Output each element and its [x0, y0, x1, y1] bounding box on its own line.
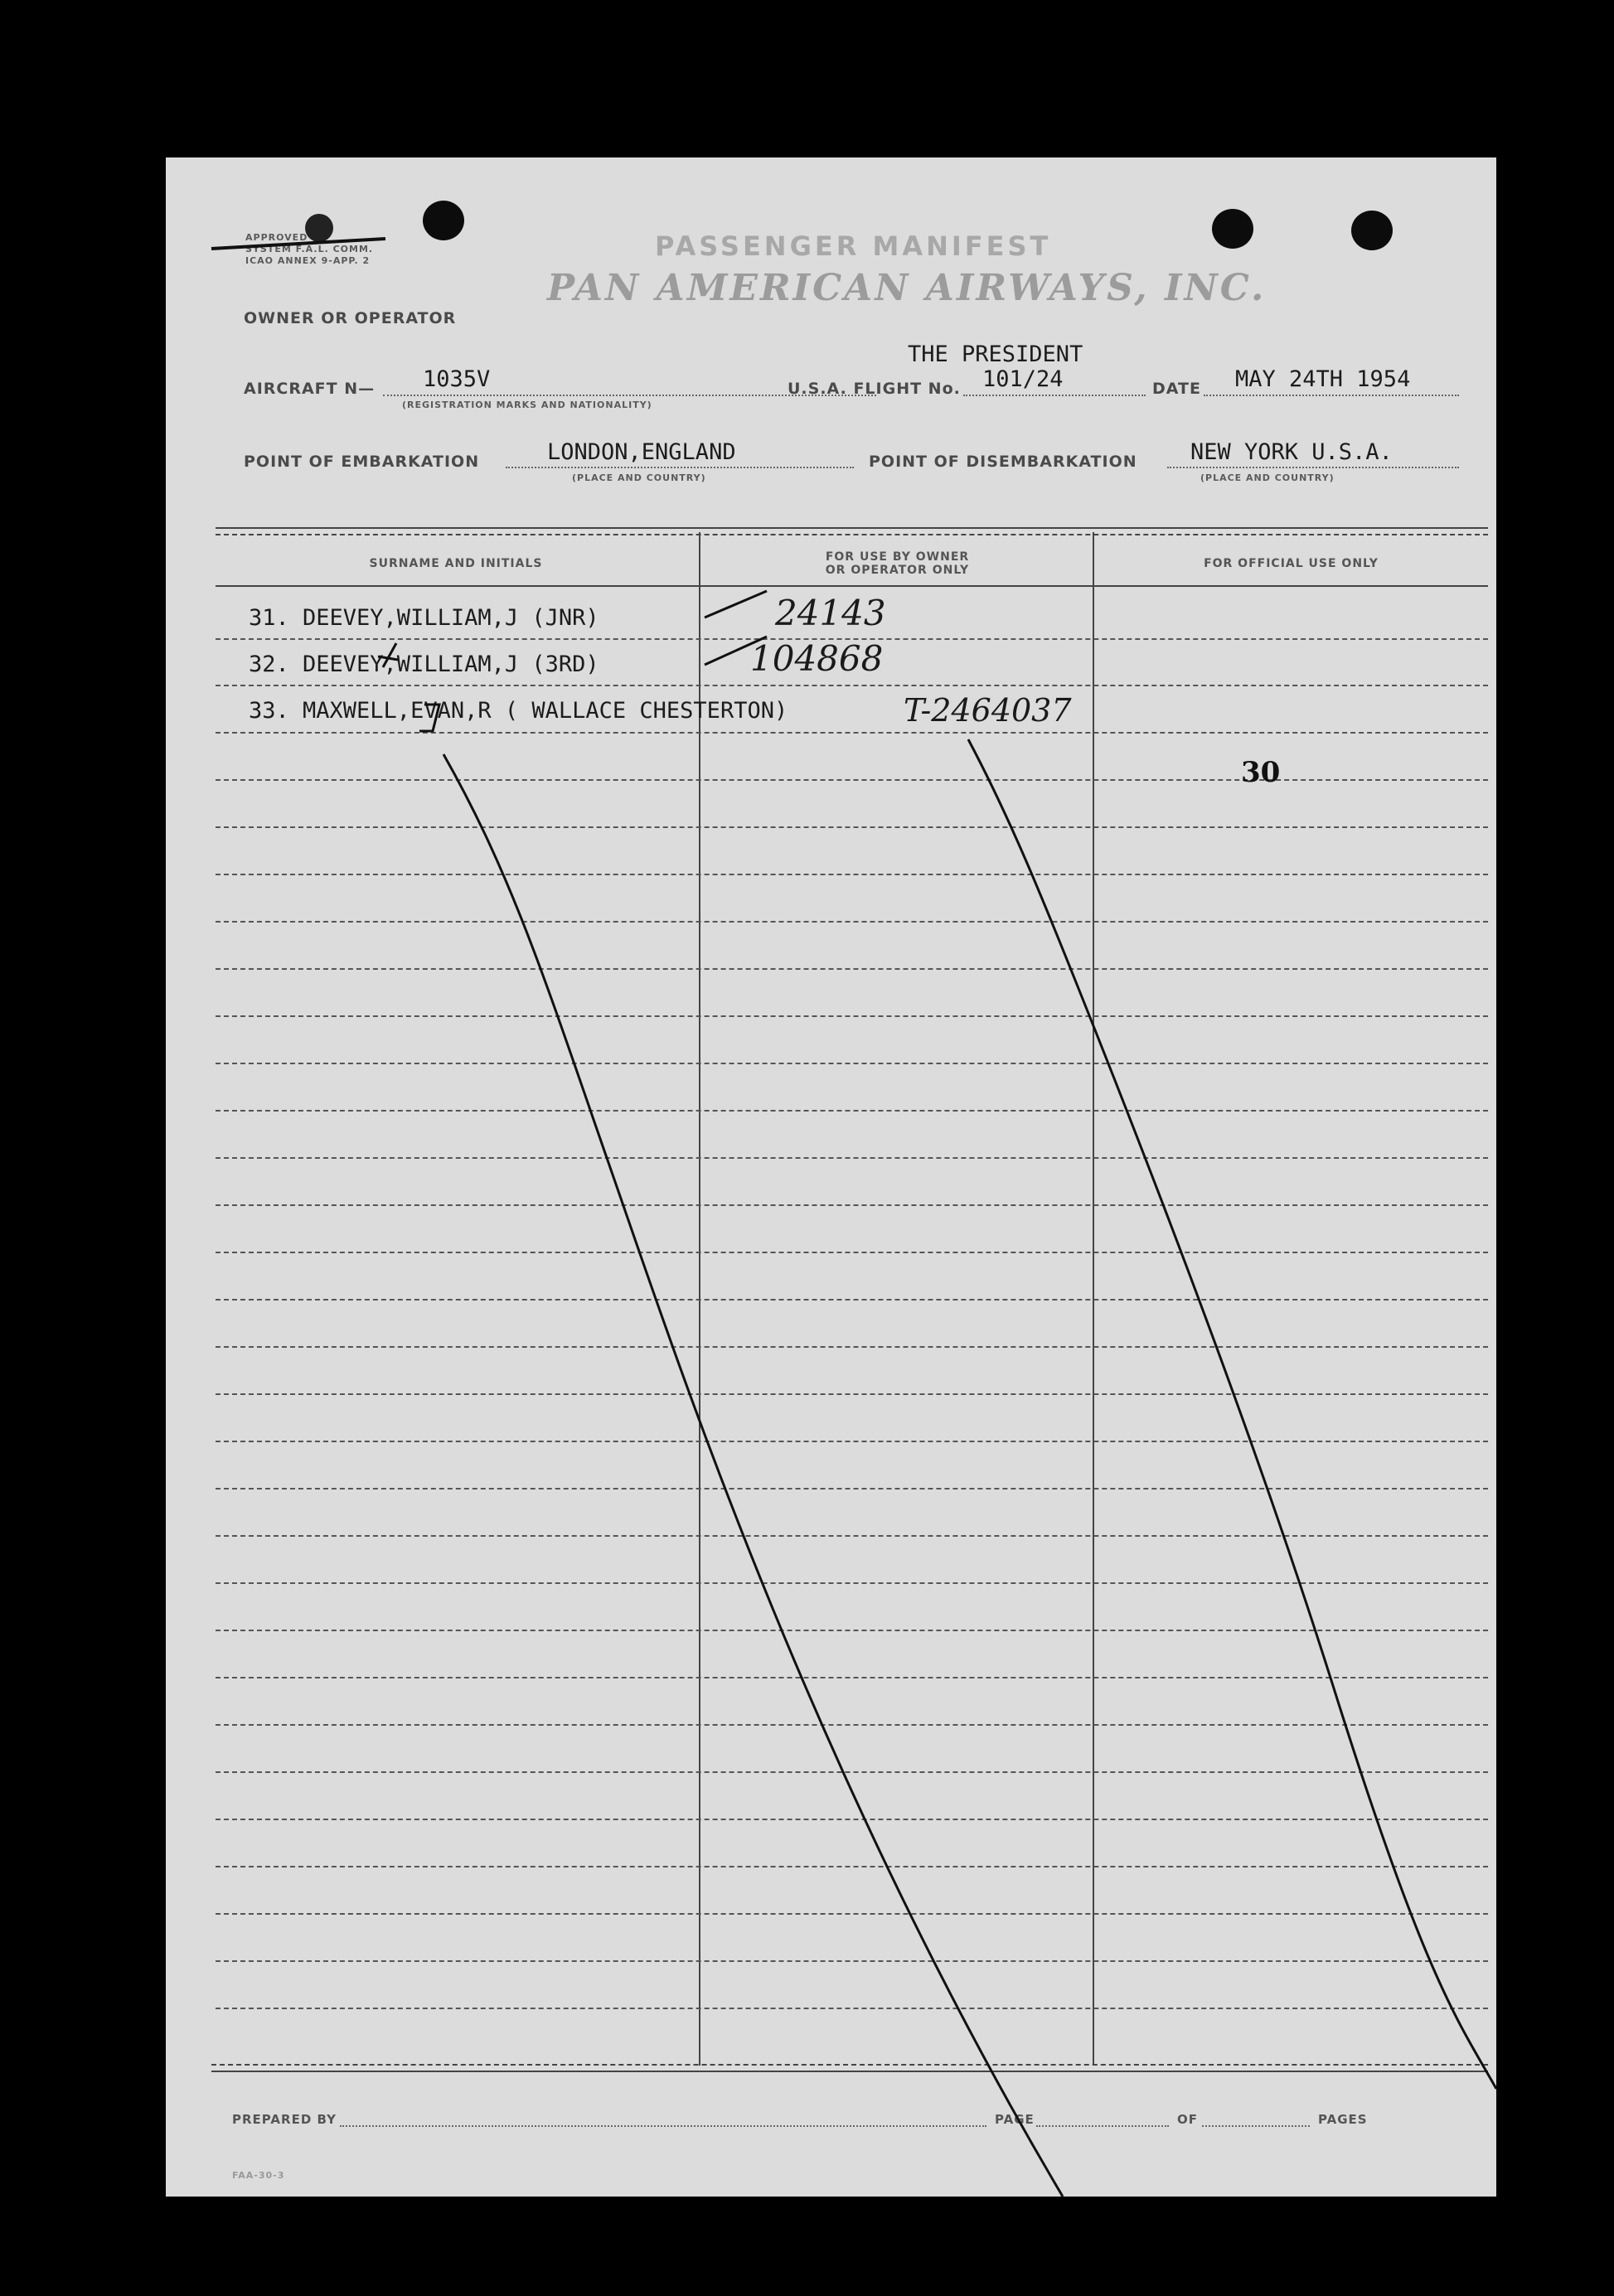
- date-label: DATE: [1152, 380, 1201, 398]
- approval-line-3: ICAO ANNEX 9-APP. 2: [245, 255, 371, 266]
- diagonal-strike-line: [443, 754, 1063, 2197]
- ticket-number-2: 104868: [750, 638, 884, 679]
- ticket-number-1: 24143: [775, 593, 886, 633]
- manifest-page: [166, 157, 1496, 2197]
- passenger-row-1: 31. DEEVEY,WILLIAM,J (JNR): [249, 605, 599, 631]
- passenger-row-3: 33. MAXWELL,EVAN,R ( WALLACE CHESTERTON): [249, 698, 788, 724]
- aircraft-value: 1035V: [423, 366, 491, 392]
- approval-line-1: APPROVED: [245, 232, 308, 243]
- page-label: PAGE: [995, 2112, 1035, 2127]
- tick-mark: [705, 637, 767, 665]
- tick-mark: [705, 591, 767, 618]
- aircraft-label: AIRCRAFT N—: [244, 380, 376, 398]
- ticket-number-3: T-2464037: [904, 692, 1072, 729]
- form-code: FAA-30-3: [232, 2170, 285, 2181]
- flight-label: U.S.A. FLIGHT No.: [788, 380, 961, 398]
- registration-note: (REGISTRATION MARKS AND NATIONALITY): [402, 400, 652, 410]
- embarkation-label: POINT OF EMBARKATION: [244, 453, 480, 471]
- prepared-by-label: PREPARED BY: [232, 2112, 337, 2127]
- form-title: PASSENGER MANIFEST: [655, 230, 1052, 262]
- flight-number: 101/24: [982, 366, 1064, 392]
- pen-squiggle: [211, 239, 385, 249]
- owner-label: OWNER OR OPERATOR: [244, 309, 457, 327]
- date-value: MAY 24TH 1954: [1235, 366, 1411, 392]
- column-surname: SURNAME AND INITIALS: [369, 557, 543, 570]
- flight-name: THE PRESIDENT: [908, 341, 1083, 367]
- passenger-row-2: 32. DEEVEY,WILLIAM,J (3RD): [249, 652, 599, 677]
- approval-line-2: SYSTEM F.A.L. COMM.: [245, 244, 374, 254]
- diagonal-strike-line: [968, 739, 1496, 2089]
- pen-marks: [166, 157, 1496, 2197]
- embarkation-note: (PLACE AND COUNTRY): [572, 472, 706, 483]
- pages-label: PAGES: [1318, 2112, 1368, 2127]
- operator-name: PAN AMERICAN AIRWAYS, INC.: [547, 267, 1267, 309]
- of-label: OF: [1177, 2112, 1198, 2127]
- column-owner-use-2: OR OPERATOR ONLY: [825, 564, 970, 577]
- disembarkation-value: NEW YORK U.S.A.: [1190, 439, 1393, 465]
- stamp-number: 30: [1241, 756, 1281, 789]
- correction-mark: [419, 705, 439, 731]
- column-official: FOR OFFICIAL USE ONLY: [1204, 557, 1379, 570]
- disembarkation-note: (PLACE AND COUNTRY): [1200, 472, 1335, 483]
- correction-mark: [378, 643, 398, 667]
- column-owner-use-1: FOR USE BY OWNER: [825, 550, 970, 564]
- disembarkation-label: POINT OF DISEMBARKATION: [869, 453, 1137, 471]
- embarkation-value: LONDON,ENGLAND: [547, 439, 736, 465]
